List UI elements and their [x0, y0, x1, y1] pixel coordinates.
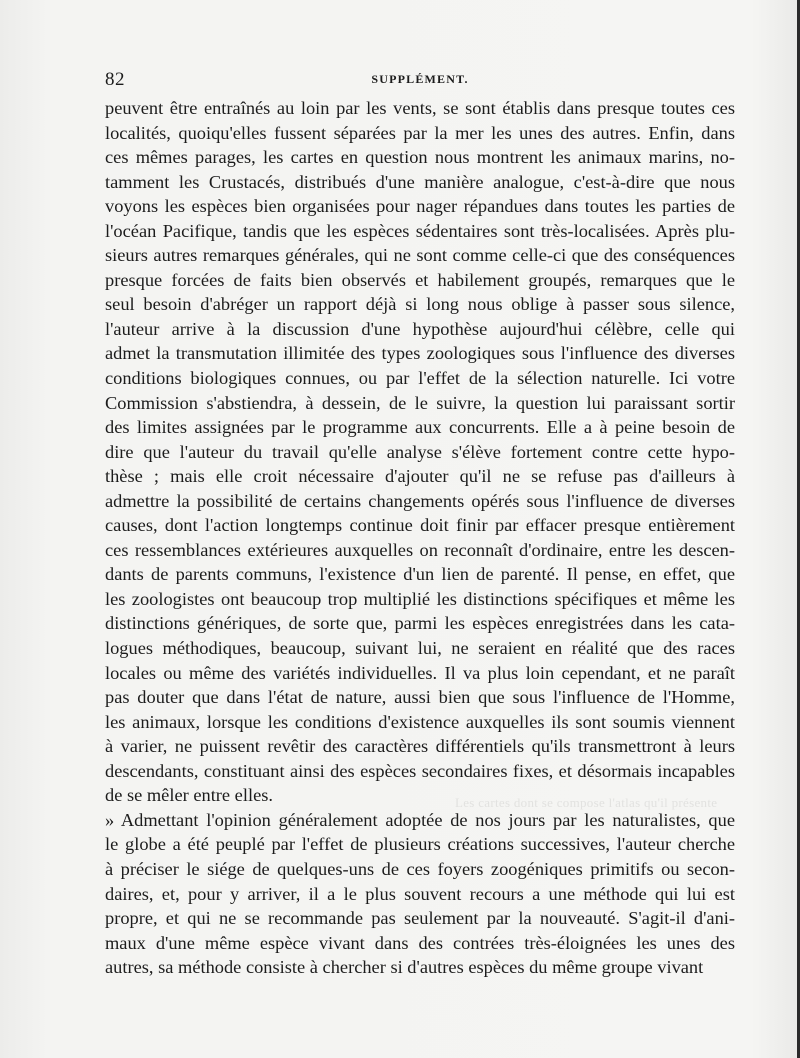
text-line: de se mêler entre elles. [105, 785, 273, 806]
text-line: ces ressemblances extérieures auxquelles on reconnaît d'ordinaire, entre les descen- [105, 539, 735, 560]
text-line: presque forcées de faits bien observés et habilement groupés, remarques que le [105, 269, 735, 290]
text-line: pas douter que dans l'état de nature, aussi bien que sous l'influence de l'Homme, [105, 687, 735, 708]
page-header [105, 69, 735, 93]
text-line: Commission s'abstiendra, à dessein, de le suivre, la question lui paraissant sortir [105, 392, 735, 413]
text-line: propre, et qui ne se recommande pas seulement par la nouveauté. S'agit-il d'ani- [105, 908, 735, 929]
text-line: l'auteur arrive à la discussion d'une hypothèse aujourd'hui célèbre, celle qui [105, 318, 735, 339]
paragraph [105, 96, 735, 808]
text-line: les animaux, lorsque les conditions d'existence auxquelles ils sont soumis viennent [105, 711, 735, 732]
paragraph [105, 808, 735, 980]
text-line: peuvent être entraînés au loin par les vents, se sont établis dans presque toutes ces [105, 98, 735, 118]
text-line: locales ou même des variétés individuelles. Il va plus loin cependant, et ne paraît [105, 662, 735, 683]
text-line: conditions biologiques connues, ou par l'effet de la sélection naturelle. Ici votre [105, 368, 735, 389]
text-line: seul besoin d'abréger un rapport déjà si long nous oblige à passer sous silence, [105, 294, 735, 315]
text-line: voyons les espèces bien organisées pour nager répandues dans toutes les parties de [105, 196, 735, 217]
text-line: dire que l'auteur du travail qu'elle analyse s'élève fortement contre cette hypo- [105, 441, 735, 462]
text-line: admettre la possibilité de certains changements opérés sous l'influence de diverses [105, 490, 735, 511]
text-line: admet la transmutation illimitée des types zoologiques sous l'influence des diverses [105, 343, 735, 364]
text-line: à préciser le siége de quelques-uns de ces foyers zoogéniques primitifs ou secon- [105, 858, 735, 879]
text-line: thèse ; mais elle croit nécessaire d'ajouter qu'il ne se refuse pas d'ailleurs à [105, 466, 735, 487]
text-line: sieurs autres remarques générales, qui ne sont comme celle-ci que des conséquences [105, 245, 735, 266]
body-text [105, 96, 735, 980]
text-line: les zoologistes ont beaucoup trop multiplié les distinctions spécifiques et même les [105, 588, 735, 609]
text-line: distinctions génériques, de sorte que, parmi les espèces enregistrées dans les cata- [105, 613, 735, 634]
text-line: l'océan Pacifique, tandis que les espèces sédentaires sont très-localisées. Après plu- [105, 220, 735, 241]
text-line: le globe a été peuplé par l'effet de plusieurs créations successives, l'auteur cherche [105, 834, 735, 855]
running-head: SUPPLÉMENT. [371, 72, 469, 86]
text-line: causes, dont l'action longtemps continue doit finir par effacer presque entièrement [105, 515, 735, 536]
text-line: des limites assignées par le programme aux concurrents. Elle a à peine besoin de [105, 417, 735, 438]
text-line: à varier, ne puissent revêtir des caractères différentiels qu'ils transmettront à leurs [105, 736, 735, 757]
page-number: 82 [105, 69, 125, 90]
text-line: ces mêmes parages, les cartes en question nous montrent les animaux marins, no- [105, 147, 735, 168]
bleed-through-text: Les cartes dont se compose l'atlas qu'il présente [455, 795, 718, 810]
text-line: localités, quoiqu'elles fussent séparées par la mer les unes des autres. Enfin, dans [105, 122, 735, 143]
text-line: daires, et, pour y arriver, il a le plus souvent recours a une méthode qui lui est [105, 883, 735, 904]
text-line: descendants, constituant ainsi des espèces secondaires fixes, et désormais incapables [105, 760, 735, 781]
text-line: logues méthodiques, beaucoup, suivant lui, ne seraient en réalité que des races [105, 638, 735, 659]
text-line: maux d'une même espèce vivant dans des contrées très-éloignées les unes des [105, 932, 735, 953]
text-line: dants de parents communs, l'existence d'un lien de parenté. Il pense, en effet, que [105, 564, 735, 585]
text-line: autres, sa méthode consiste à chercher si d'autres espèces du même groupe vivant [105, 957, 704, 978]
text-line: tamment les Crustacés, distribués d'une manière analogue, c'est-à-dire que nous [105, 171, 735, 192]
text-line: » Admettant l'opinion généralement adoptée de nos jours par les naturalistes, que [105, 809, 735, 830]
